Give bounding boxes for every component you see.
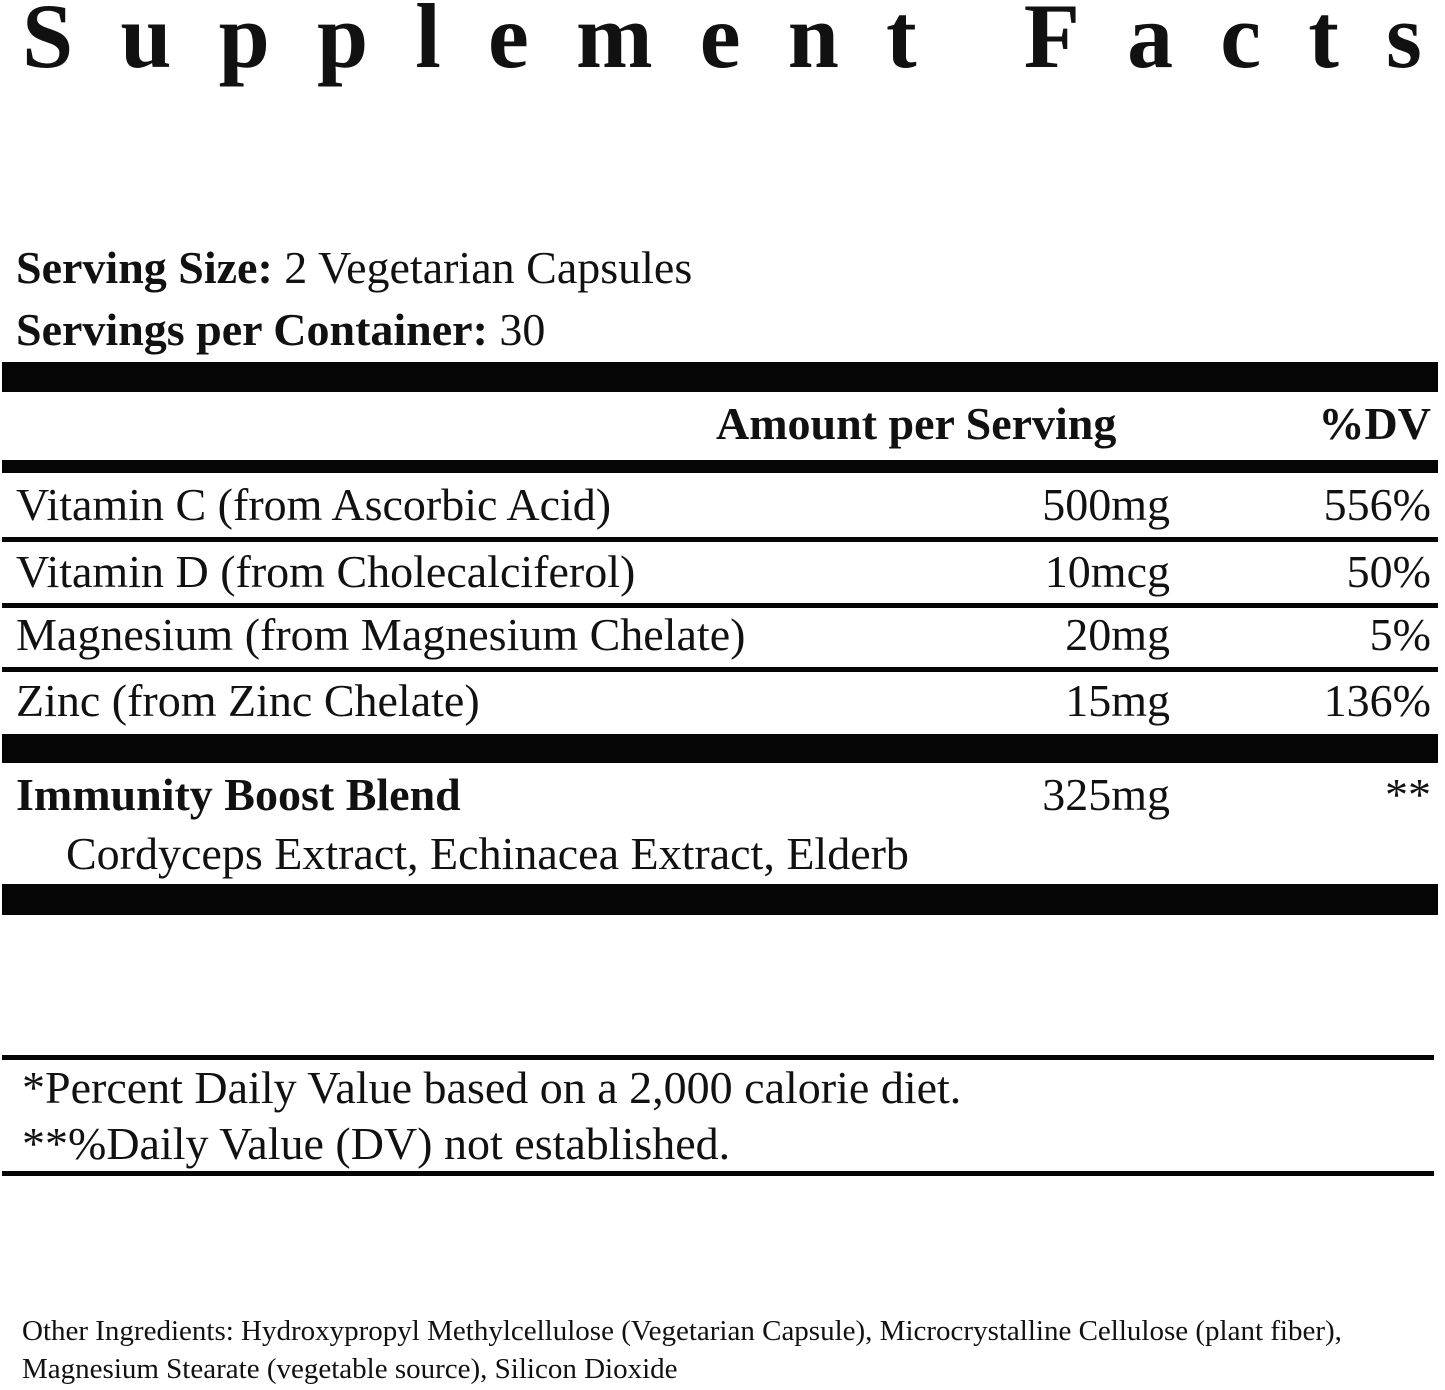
divider-thick [2, 362, 1438, 392]
nutrient-amount: 500mg [1042, 479, 1170, 530]
blend-ingredients: Cordyceps Extract, Echinacea Extract, Elderb [66, 828, 909, 879]
nutrient-amount: 15mg [1065, 675, 1170, 726]
serving-size [16, 240, 692, 296]
title-letter: e [487, 0, 529, 87]
servings-per-container-label: Servings per Container: [16, 304, 488, 355]
nutrient-dv: 556% [1323, 479, 1431, 530]
label-title [22, 0, 1422, 86]
nutrient-dv: 50% [1346, 546, 1431, 597]
table-row [0, 605, 1445, 665]
nutrient-dv: 5% [1369, 609, 1431, 660]
title-letter: a [1127, 0, 1174, 87]
divider-medium [2, 460, 1438, 473]
divider-thick [2, 734, 1438, 763]
table-row [0, 671, 1445, 731]
table-row [0, 542, 1445, 602]
title-letter: p [316, 0, 369, 87]
blend-name: Immunity Boost Blend [16, 769, 461, 820]
title-letter: c [1220, 0, 1262, 87]
title-letter: t [886, 0, 917, 87]
header-amount-per-serving: Amount per Serving [716, 398, 1117, 449]
title-letter: s [1386, 0, 1422, 87]
nutrient-amount: 10mcg [1044, 546, 1170, 597]
blend-amount: 325mg [1042, 769, 1170, 820]
serving-size-label: Serving Size: [16, 242, 273, 293]
nutrient-name: Magnesium (from Magnesium Chelate) [16, 609, 746, 660]
nutrient-dv: 136% [1323, 675, 1431, 726]
servings-per-container [16, 302, 545, 358]
footnote-percent-dv: *Percent Daily Value based on a 2,000 calorie diet. [22, 1062, 962, 1113]
title-letter: l [415, 0, 441, 87]
header-dv: %DV [1318, 398, 1431, 449]
title-letter: e [699, 0, 741, 87]
title-letter: p [218, 0, 270, 87]
serving-size-value: 2 Vegetarian Capsules [284, 242, 693, 293]
nutrient-name: Zinc (from Zinc Chelate) [16, 675, 480, 726]
servings-per-container-value: 30 [499, 304, 546, 355]
title-letter: t [1308, 0, 1339, 87]
title-letter: m [575, 0, 653, 87]
other-ingredients: Other Ingredients: Hydroxypropyl Methylcellulose (Vegetarian Capsule), Microcrystalline Cellulose (plant fiber), Magnesium Stearate (vegetable source), Silicon Dioxide [22, 1315, 1342, 1385]
divider-thick [2, 884, 1438, 915]
blend-row [0, 765, 1445, 825]
nutrient-name: Vitamin C (from Ascorbic Acid) [16, 479, 612, 530]
footnote-divider [2, 1171, 1434, 1176]
title-letter: S [22, 0, 74, 87]
title-letter: n [787, 0, 839, 87]
nutrient-amount: 20mg [1065, 609, 1170, 660]
footnote-dv-not-established: **%Daily Value (DV) not established. [22, 1118, 731, 1169]
table-row [0, 475, 1445, 535]
title-letter: u [120, 0, 172, 87]
title-letter: F [1023, 0, 1080, 87]
nutrient-name: Vitamin D (from Cholecalciferol) [16, 546, 636, 597]
blend-dv: ** [1385, 769, 1431, 820]
